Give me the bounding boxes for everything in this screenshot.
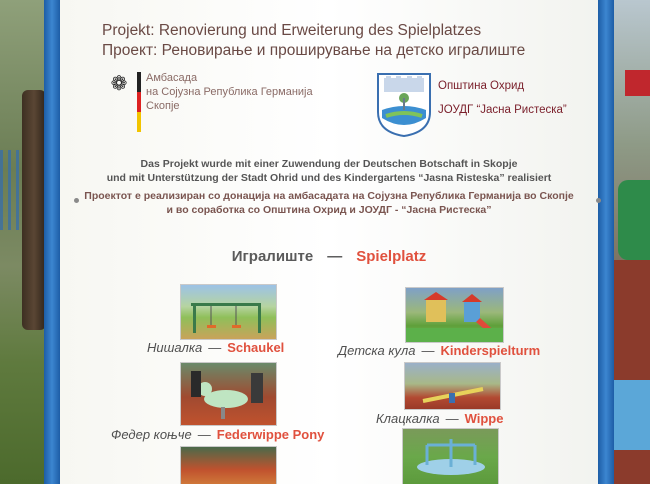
spring-pony-photo: [180, 362, 277, 426]
caption-dash: —: [421, 343, 435, 358]
sign-post-right: [598, 0, 614, 484]
carousel-photo: [402, 428, 499, 484]
caption-pony-mk: Федер коњче: [111, 427, 192, 442]
caption-seesaw-mk: Клацкалка: [376, 411, 440, 426]
kindergarten-name: ЈОУДГ “Јасна Ристеска”: [438, 104, 567, 116]
embassy-line3: Скопје: [146, 100, 180, 112]
caption-swing-mk: Нишалка: [147, 340, 203, 355]
project-title-de: Projekt: Renovierung und Erweiterung des Spielplatzes: [102, 22, 482, 39]
body-mk-line2: и во соработка со Општина Охрид и ЈОУДГ - “Јасна Ристеска”: [166, 204, 492, 216]
caption-dash: —: [197, 427, 211, 442]
caption-dash: —: [208, 340, 222, 355]
caption-tower-de: Kinderspielturm: [440, 343, 541, 358]
sandbox-photo: [180, 446, 277, 484]
caption-pony-de: Federwippe Pony: [216, 427, 325, 442]
caption-pony: [111, 427, 324, 442]
eagle-emblem-icon: ❁: [110, 73, 128, 95]
german-flag-icon: [137, 72, 141, 132]
heading-mk: Игралиште: [231, 248, 314, 265]
playground-roof: [625, 70, 650, 96]
screw-dot: [74, 198, 79, 203]
heading-de: Spielplatz: [356, 248, 427, 265]
municipality-name: Општина Охрид: [438, 80, 525, 92]
body-de-line2: und mit Unterstützung der Stadt Ohrid und des Kindergartens “Jasna Risteska” realisiert: [106, 172, 552, 184]
ohrid-crest-icon: [376, 72, 432, 138]
caption-swing-de: Schaukel: [227, 340, 285, 355]
body-de-line1: Das Projekt wurde mit einer Zuwendung der Deutschen Botschaft in Skopje: [140, 158, 518, 170]
tower-photo: [405, 287, 504, 343]
seesaw-photo: [404, 362, 501, 410]
body-mk-line1: Проектот е реализиран со донација на амбасадата на Сојузна Република Германија во Скопје: [84, 190, 574, 202]
caption-swing: [147, 340, 284, 355]
caption-seesaw-de: Wippe: [464, 411, 504, 426]
playground-heading: [60, 248, 598, 265]
blue-equipment: [610, 380, 650, 450]
tree-trunk: [22, 90, 46, 330]
project-title-mk: Проект: Реновирање и проширување на детско игралиште: [102, 42, 526, 59]
caption-tower: [338, 343, 540, 358]
caption-tower-mk: Детска кула: [338, 343, 416, 358]
swing-photo: [180, 284, 277, 340]
green-slide: [618, 180, 650, 260]
embassy-line1: Амбасада: [146, 72, 198, 84]
caption-dash: —: [445, 411, 459, 426]
embassy-line2: на Сојузна Република Германија: [146, 86, 313, 98]
caption-seesaw: [376, 411, 503, 426]
screw-dot: [596, 198, 601, 203]
heading-dash: —: [327, 248, 343, 265]
sign-post-left: [44, 0, 60, 484]
